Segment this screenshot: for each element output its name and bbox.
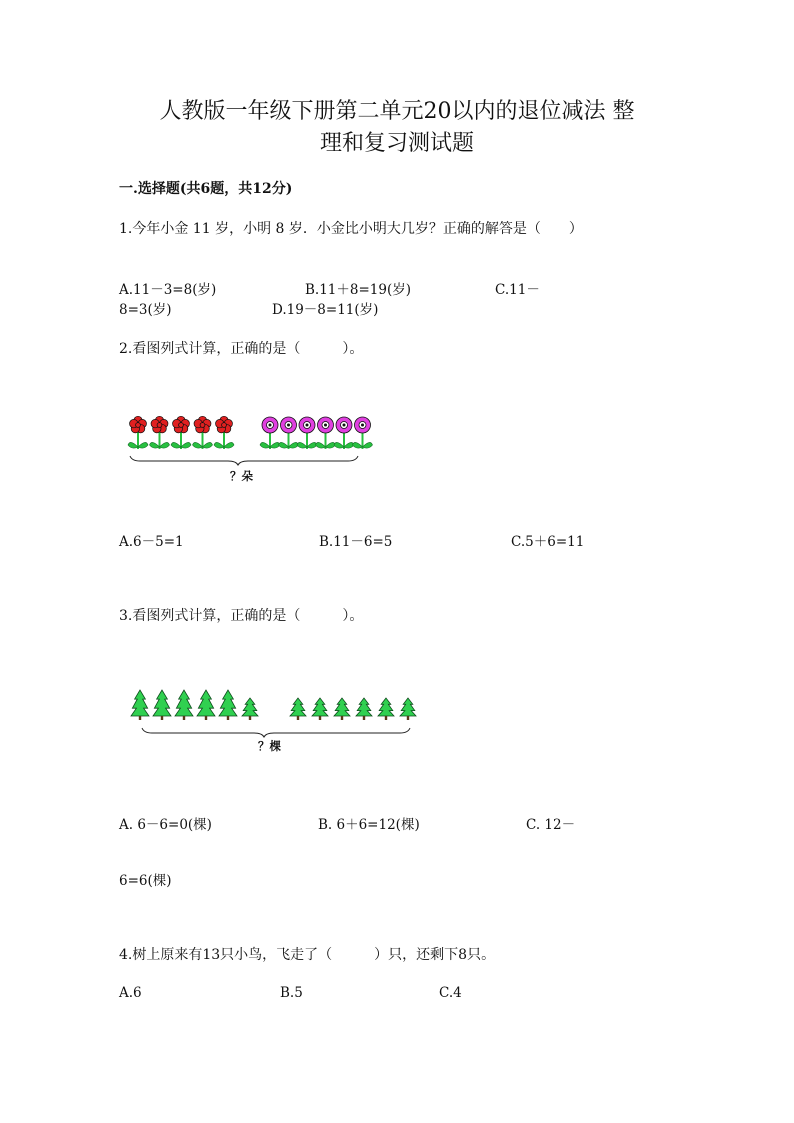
tree <box>131 690 149 720</box>
question-1-option-a: A.11－3=8(岁) <box>119 282 217 298</box>
tree-brace <box>142 728 410 737</box>
question-1-option-b: B.11＋8=19(岁) <box>305 282 412 298</box>
tree <box>242 698 258 720</box>
tree <box>400 698 416 720</box>
red-flower <box>193 416 213 449</box>
flowers-illustration <box>120 405 380 465</box>
purple-flower <box>297 417 317 449</box>
tree <box>175 690 193 720</box>
question-4-option-a: A.6 <box>119 985 142 1001</box>
tree <box>356 698 372 720</box>
question-2-option-c: C.5＋6=11 <box>511 534 585 550</box>
question-1-stem: 1.今年小金 11 岁，小明 8 岁．小金比小明大几岁？正确的解答是（ ） <box>119 221 583 237</box>
flower-brace <box>130 456 358 465</box>
red-flower-group <box>128 416 234 449</box>
tree <box>153 690 171 720</box>
purple-flower <box>260 417 280 449</box>
question-4-stem: 4.树上原来有13只小鸟，飞走了（ ）只，还剩下8只。 <box>119 947 496 963</box>
red-flower <box>128 416 148 449</box>
question-4-option-b: B.5 <box>280 985 303 1001</box>
question-4-option-c: C.4 <box>439 985 462 1001</box>
tree-total-caption: ？棵 <box>258 739 281 753</box>
right-tree-group <box>290 698 416 720</box>
tree <box>378 698 394 720</box>
question-3-option-a: A. 6－6=0(棵) <box>119 817 212 833</box>
red-flower <box>171 416 191 449</box>
left-tree-group <box>131 690 258 720</box>
question-2-option-b: B.11－6=5 <box>319 534 393 550</box>
tree <box>219 690 237 720</box>
flower-total-caption: ？朵 <box>230 469 253 483</box>
purple-flower <box>334 417 354 449</box>
purple-flower <box>316 417 336 449</box>
question-1-option-d: D.19－8=11(岁) <box>272 302 379 318</box>
question-3-option-c-continued: 6=6(棵) <box>119 873 172 889</box>
tree <box>290 698 306 720</box>
red-flower <box>150 416 170 449</box>
trees-illustration <box>130 688 420 743</box>
question-1-option-c-continued: 8=3(岁) <box>119 302 172 318</box>
purple-flower-group <box>260 417 373 449</box>
question-2-stem: 2.看图列式计算，正确的是（ ）。 <box>119 341 364 357</box>
tree <box>312 698 328 720</box>
question-3-stem: 3.看图列式计算，正确的是（ ）。 <box>119 608 364 624</box>
page-title-line2: 理和复习测试题 <box>319 131 474 156</box>
question-3-option-c: C. 12－ <box>526 817 576 833</box>
question-2-option-a: A.6－5=1 <box>119 534 184 550</box>
question-3-option-b: B. 6＋6=12(棵) <box>318 817 420 833</box>
purple-flower <box>279 417 299 449</box>
red-flower <box>214 416 234 449</box>
section-heading: 一.选择题(共6题，共12分) <box>119 181 293 197</box>
purple-flower <box>353 417 373 449</box>
tree <box>334 698 350 720</box>
page-title-line1: 人教版一年级下册第二单元20以内的退位减法 整 <box>159 99 635 124</box>
tree <box>197 690 215 720</box>
question-1-option-c: C.11－ <box>495 282 540 298</box>
